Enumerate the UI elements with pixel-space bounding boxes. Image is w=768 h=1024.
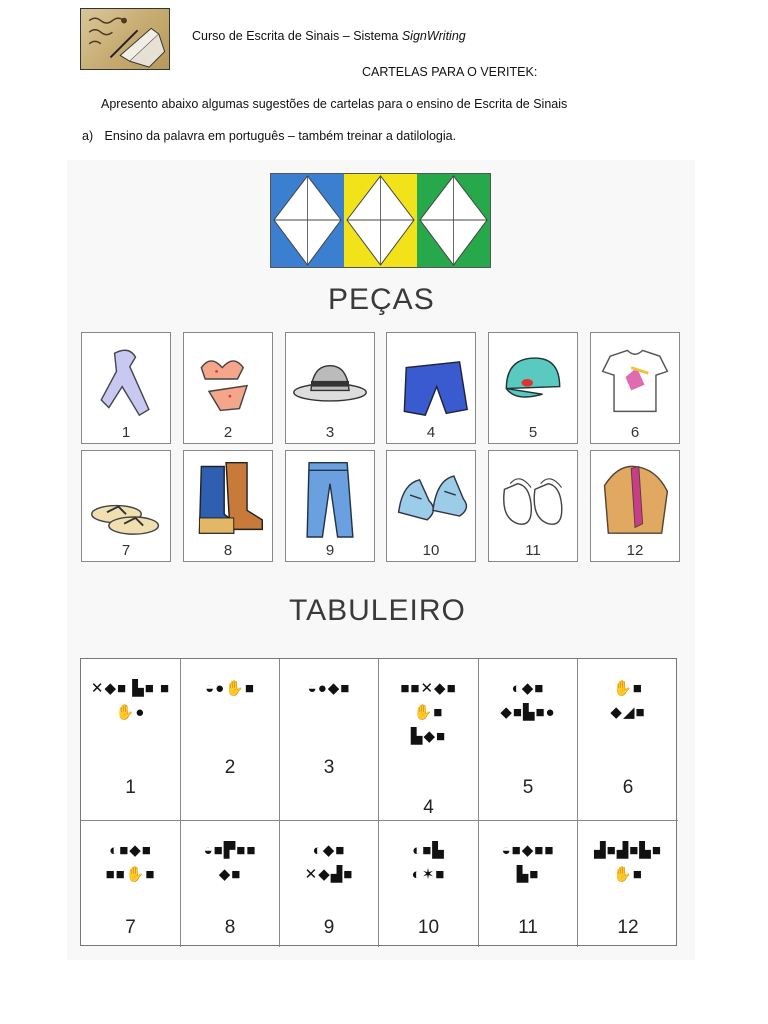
cell-number: 1 bbox=[125, 777, 136, 798]
shorts-icon bbox=[391, 337, 471, 421]
diamond-icon bbox=[344, 174, 417, 267]
cell-number: 3 bbox=[323, 757, 335, 778]
pecas-title: PEÇAS bbox=[328, 283, 435, 316]
tabuleiro-cell bbox=[379, 821, 479, 947]
signwriting-line: ■■✕◆■ bbox=[400, 680, 457, 697]
signwriting-glyphs bbox=[479, 677, 577, 725]
signwriting-line: ◒●◆■ bbox=[307, 680, 351, 697]
pecas-card bbox=[81, 450, 171, 562]
signwriting-line: ✋● bbox=[115, 704, 146, 721]
flag-cell bbox=[271, 174, 344, 267]
cell-number: 2 bbox=[224, 757, 236, 778]
bikini-icon bbox=[188, 337, 268, 421]
page-subtitle: CARTELAS PARA O VERITEK: bbox=[362, 65, 538, 79]
signwriting-line: ▙◆■ bbox=[410, 728, 447, 745]
tabuleiro-title: TABULEIRO bbox=[289, 594, 466, 627]
list-item-a bbox=[82, 128, 456, 144]
tabuleiro-cell bbox=[81, 821, 181, 947]
signwriting-glyphs bbox=[181, 677, 279, 701]
tabuleiro-cell bbox=[379, 659, 479, 821]
card-number: 12 bbox=[626, 542, 644, 559]
diamond-icon bbox=[417, 174, 490, 267]
intro-paragraph: Apresento abaixo algumas sugestões de cartelas para o ensino de Escrita de Sinais bbox=[101, 97, 568, 111]
signwriting-line: ▟■▟■▙■ bbox=[594, 842, 662, 859]
pecas-card bbox=[590, 332, 680, 444]
cell-number: 11 bbox=[518, 917, 538, 938]
card-number: 8 bbox=[223, 542, 233, 559]
cell-number: 12 bbox=[617, 917, 639, 938]
signwriting-line: ◒■▛■■ bbox=[203, 842, 257, 859]
flipflops-icon bbox=[86, 455, 166, 539]
signwriting-line: ◐◆■ bbox=[312, 842, 346, 859]
signwriting-glyphs bbox=[479, 839, 577, 887]
tabuleiro-cell bbox=[578, 659, 678, 821]
coat-icon bbox=[595, 455, 675, 539]
pecas-card bbox=[386, 450, 476, 562]
signwriting-line: ◐◆■ bbox=[511, 680, 545, 697]
signwriting-glyphs bbox=[379, 677, 478, 749]
diamond-flag-image bbox=[270, 173, 491, 268]
signwriting-line: ✋■ bbox=[413, 704, 444, 721]
tabuleiro-cell bbox=[280, 659, 379, 821]
tabuleiro-board bbox=[80, 658, 677, 946]
signwriting-line: ◒●✋■ bbox=[205, 680, 255, 697]
ballet-shoes-icon bbox=[493, 455, 573, 539]
tshirt-icon bbox=[595, 337, 675, 421]
tabuleiro-cell bbox=[578, 821, 678, 947]
tabuleiro-cell bbox=[181, 821, 280, 947]
diamond-icon bbox=[271, 174, 344, 267]
card-number: 4 bbox=[426, 424, 436, 441]
pecas-card bbox=[285, 332, 375, 444]
list-item-text: Ensino da palavra em português – também treinar a datilologia. bbox=[104, 129, 457, 143]
cap-icon bbox=[493, 337, 573, 421]
card-number: 1 bbox=[121, 424, 131, 441]
flag-cell bbox=[344, 174, 417, 267]
signwriting-glyphs bbox=[379, 839, 478, 887]
flag-cell bbox=[417, 174, 490, 267]
signwriting-line: ◆■▙■● bbox=[500, 704, 556, 721]
cell-number: 10 bbox=[417, 917, 440, 938]
card-number: 5 bbox=[528, 424, 538, 441]
card-number: 9 bbox=[325, 542, 335, 559]
card-number: 3 bbox=[325, 424, 335, 441]
signwriting-line: ✋■ bbox=[613, 866, 643, 883]
pecas-card bbox=[81, 332, 171, 444]
pecas-card bbox=[285, 450, 375, 562]
signwriting-glyphs bbox=[578, 677, 678, 725]
signwriting-glyphs bbox=[280, 839, 378, 887]
signwriting-line: ◐■◆■ bbox=[109, 842, 152, 859]
signwriting-line: ■■✋■ bbox=[105, 866, 156, 883]
signwriting-glyphs bbox=[578, 839, 678, 887]
signwriting-line: ◆◢■ bbox=[610, 704, 646, 721]
tabuleiro-cell bbox=[280, 821, 379, 947]
hat-icon bbox=[290, 337, 370, 421]
scarf-icon bbox=[86, 337, 166, 421]
signwriting-line: ◐✶■ bbox=[411, 866, 446, 883]
pecas-card bbox=[386, 332, 476, 444]
signwriting-line: ✋■ bbox=[613, 680, 643, 697]
jeans-icon bbox=[290, 455, 370, 539]
card-number: 7 bbox=[121, 542, 131, 559]
signwriting-line: ◒■◆■■ bbox=[501, 842, 555, 859]
pecas-card bbox=[488, 450, 578, 562]
tabuleiro-cell bbox=[181, 659, 280, 821]
card-number: 11 bbox=[525, 542, 541, 559]
pecas-card bbox=[488, 332, 578, 444]
tabuleiro-cell bbox=[479, 659, 578, 821]
cell-number: 7 bbox=[125, 917, 136, 938]
course-logo bbox=[80, 8, 170, 70]
handwriting-logo-icon bbox=[81, 9, 169, 69]
sneakers-icon bbox=[391, 455, 471, 539]
list-marker: a) bbox=[82, 129, 94, 143]
signwriting-glyphs bbox=[280, 677, 378, 701]
boots-icon bbox=[188, 455, 268, 539]
tabuleiro-cell bbox=[81, 659, 181, 821]
cell-number: 5 bbox=[522, 777, 534, 798]
signwriting-line: ◐■▙ bbox=[412, 842, 445, 859]
cell-number: 9 bbox=[323, 917, 335, 938]
pecas-card bbox=[590, 450, 680, 562]
signwriting-glyphs bbox=[81, 839, 180, 887]
card-number: 6 bbox=[630, 424, 640, 441]
signwriting-line: ◆■ bbox=[218, 866, 242, 883]
cell-number: 4 bbox=[423, 797, 434, 818]
signwriting-glyphs bbox=[181, 839, 279, 887]
card-number: 10 bbox=[422, 542, 440, 559]
pecas-card bbox=[183, 332, 273, 444]
cell-number: 6 bbox=[622, 777, 634, 798]
card-number: 2 bbox=[223, 424, 233, 441]
cell-number: 8 bbox=[224, 917, 236, 938]
signwriting-line: ▙■ bbox=[516, 866, 540, 883]
signwriting-line: ✕◆▟■ bbox=[304, 866, 354, 883]
signwriting-glyphs bbox=[81, 677, 180, 725]
signwriting-line: ✕◆■ ▙■ ■ bbox=[90, 680, 171, 697]
course-title: Curso de Escrita de Sinais – Sistema SignWriting bbox=[192, 29, 466, 43]
tabuleiro-cell bbox=[479, 821, 578, 947]
pecas-card bbox=[183, 450, 273, 562]
